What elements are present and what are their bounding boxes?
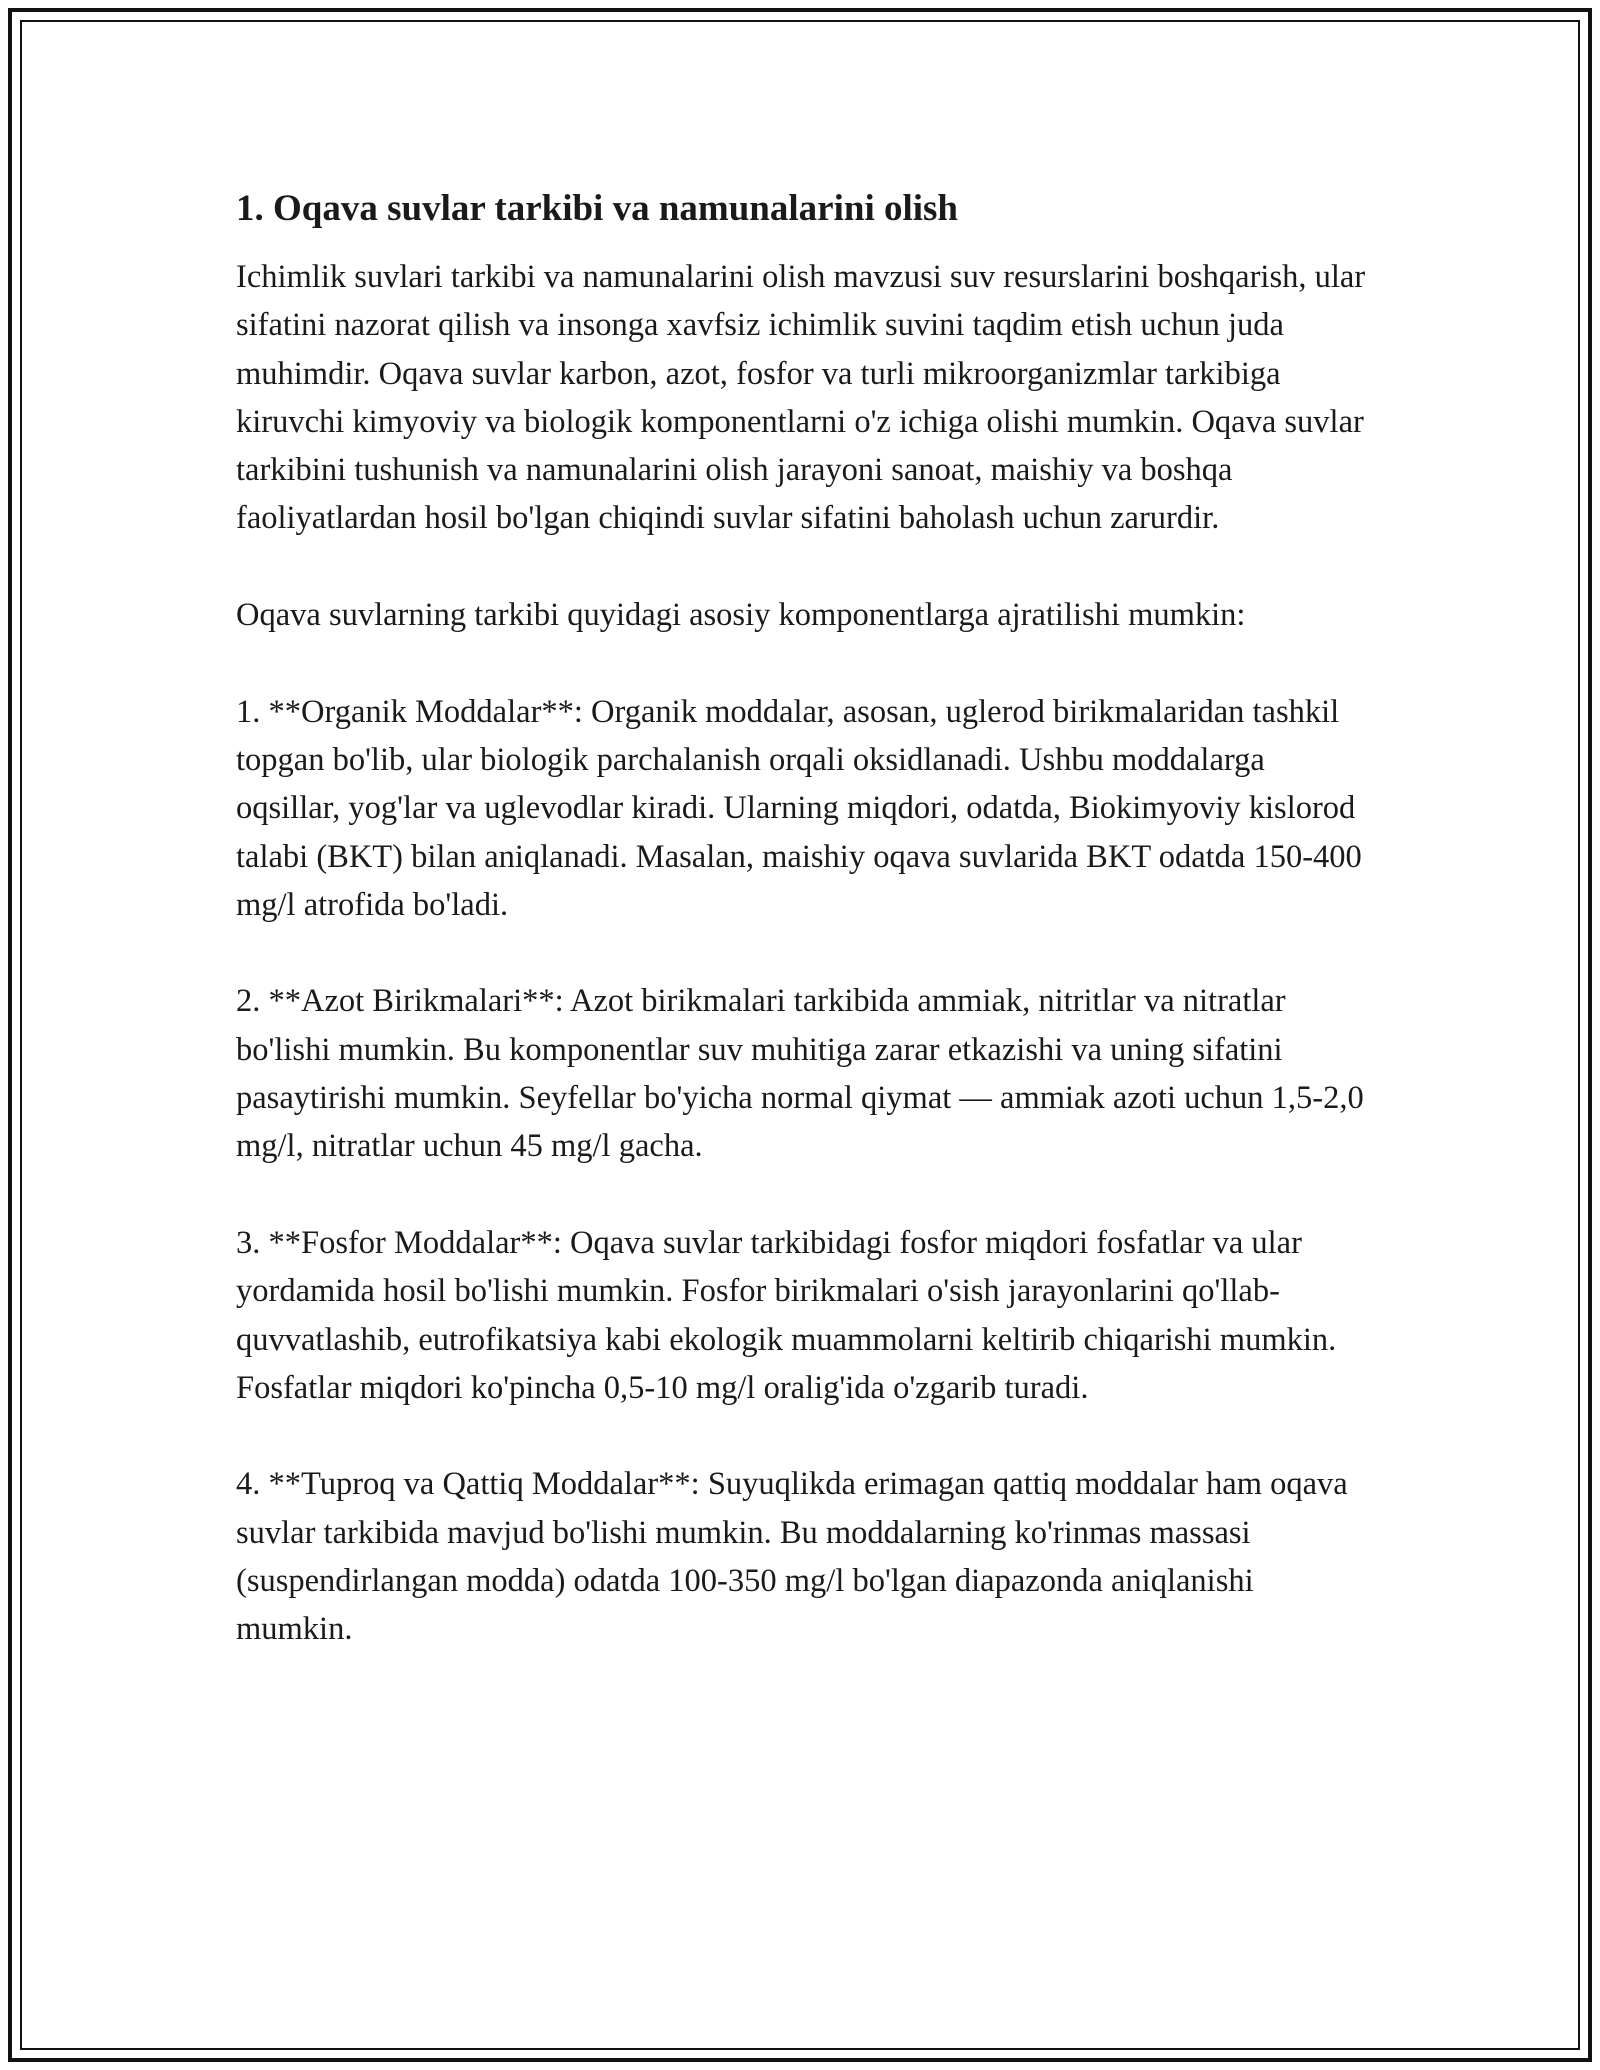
document-title: 1. Oqava suvlar tarkibi va namunalarini olish bbox=[236, 188, 959, 229]
paragraph-components-lead: Oqava suvlarning tarkibi quyidagi asosiy komponentlarga ajratilishi mumkin: bbox=[236, 597, 1246, 634]
list-item-nitrogen: 2. **Azot Birikmalari**: Azot birikmalari tarkibida ammiak, nitritlar va nitratlar bo'lishi mumkin. Bu komponentlar suv muhitiga zarar etkazishi va uning sifatini pasaytirishi mumkin. Seyfellar bo'yicha normal qiymat — ammiak azoti uchun 1,5-2,0 mg/l, nitratlar uchun 45 mg/l gacha. bbox=[236, 983, 1364, 1165]
list-item-organic: 1. **Organik Moddalar**: Organik moddalar, asosan, uglerod birikmalaridan tashkil topgan bo'lib, ular biologik parchalanish orqali oksidlanadi. Ushbu moddalarga oqsillar, yog'lar va uglevodlar kiradi. Ularning miqdori, odatda, Biokimyoviy kislorod talabi (BKT) bilan aniqlanadi. Masalan, maishiy oqava suvlarida BKT odatda 150-400 mg/l atrofida bo'ladi. bbox=[236, 693, 1362, 923]
list-item-phosphorus: 3. **Fosfor Moddalar**: Oqava suvlar tarkibidagi fosfor miqdori fosfatlar va ular yordamida hosil bo'lishi mumkin. Fosfor birikmalari o'sish jarayonlarini qo'llab-quvvatlashib, eutrofikatsiya kabi ekologik muammolarni keltirib chiqarishi mumkin. Fosfatlar miqdori ko'pincha 0,5-10 mg/l oralig'ida o'zgarib turadi. bbox=[236, 1224, 1337, 1406]
paragraph-intro: Ichimlik suvlari tarkibi va namunalarini olish mavzusi suv resurslarini boshqarish, ular sifatini nazorat qilish va insonga xavfsiz ichimlik suvini taqdim etish uchun juda muhimdir. Oqava suvlar karbon, azot, fosfor va turli mikroorganizmlar tarkibiga kiruvchi kimyoviy va biologik komponentlarni o'z ichiga olishi mumkin. Oqava suvlar tarkibini tushunish va namunalarini olish jarayoni sanoat, maishiy va boshqa faoliyatlardan hosil bo'lgan chiqindi suvlar sifatini baholash uchun zarurdir. bbox=[236, 259, 1366, 537]
document-body bbox=[236, 185, 1366, 1702]
list-item-solids: 4. **Tuproq va Qattiq Moddalar**: Suyuqlikda erimagan qattiq moddalar ham oqava suvlar tarkibida mavjud bo'lishi mumkin. Bu moddalarning ko'rinmas massasi (suspendirlangan modda) odatda 100-350 mg/l bo'lgan diapazonda aniqlanishi mumkin. bbox=[236, 1466, 1348, 1648]
